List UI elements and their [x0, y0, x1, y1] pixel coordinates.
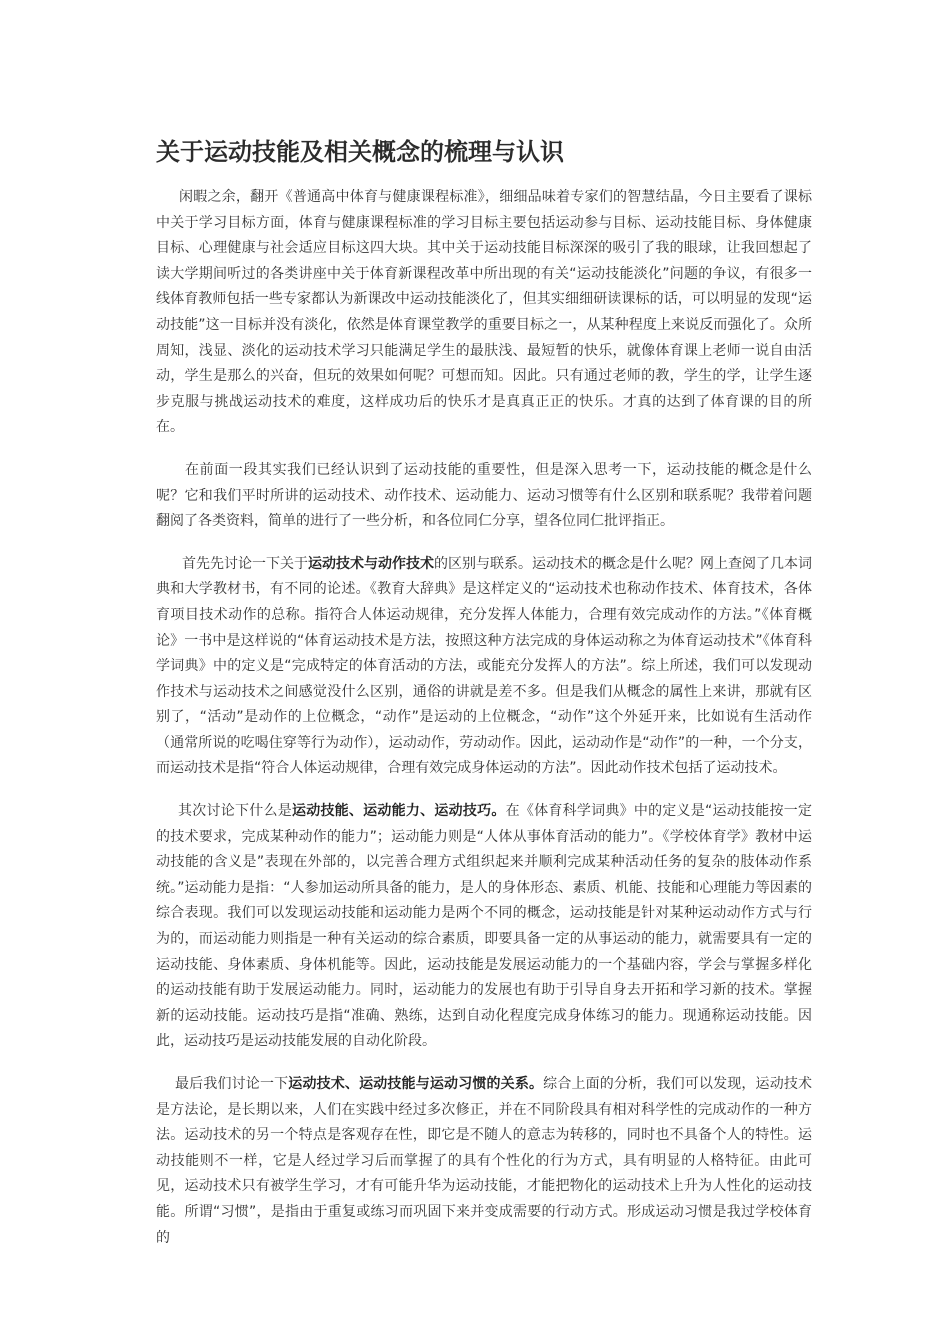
- paragraph-4-bold: 运动技能、运动能力、运动技巧。: [291, 803, 506, 820]
- paragraph-3: [156, 552, 812, 782]
- paragraph-3-lead: 首先先讨论一下关于: [182, 555, 308, 572]
- paragraph-1: 闲暇之余，翻开《普通高中体育与健康课程标准》，细细品味着专家们的智慧结晶，今日主要看了课标中关于学习目标方面，体育与健康课程标准的学习目标主要包括运动参与目标、运动技能目标、身体健康目标、心理健康与社会适应目标这四大块。其中关于运动技能目标深深的吸引了我的眼球，让我回想起了读大学期间听过的各类讲座中关于体育新课程改革中所出现的有关“运动技能淡化”问题的争议，有很多一线体育教师包括一些专家都认为新课改中运动技能淡化了，但其实细细研读课标的话，可以明显的发现“运动技能”这一目标并没有淡化，依然是体育课堂教学的重要目标之一，从某种程度上来说反而强化了。众所周知，浅显、淡化的运动技术学习只能满足学生的最肤浅、最短暂的快乐，就像体育课上老师一说自由活动，学生是那么的兴奋，但玩的效果如何呢？可想而知。因此。只有通过老师的教，学生的学，让学生逐步克服与挑战运动技术的难度，这样成功后的快乐才是真真正正的快乐。才真的达到了体育课的目的所在。: [156, 189, 812, 436]
- paragraph-5-bold: 运动技术、运动技能与运动习惯的关系。: [288, 1076, 544, 1092]
- paragraph-5-lead: 最后我们讨论一下: [175, 1076, 289, 1092]
- paragraph-3-body: 的区别与联系。运动技术的概念是什么呢？网上查阅了几本词典和大学教材书，有不同的论述。《教育大辞典》是这样定义的“运动技术也称动作技术、体育技术，各体育项目技术动作的总称。指符合人体运动规律，充分发挥人体能力，合理有效完成动作的方法。”《体育概论》一书中是这样说的“体育运动技术是方法，按照这种方法完成的身体运动称之为体育运动技术”《体育科学词典》中的定义是“完成特定的体育活动的方法，或能充分发挥人的方法”。综上所述，我们可以发现动作技术与运动技术之间感觉没什么区别，通俗的讲就是差不多。但是我们从概念的属性上来讲，那就有区别了，“活动”是动作的上位概念，“动作”是运动的上位概念，“动作”这个外延开来，比如说有生活动作（通常所说的吃喝住穿等行为动作），运动动作，劳动动作。因此，运动动作是“动作”的一种，一个分支，而运动技术是指“符合人体运动规律，合理有效完成身体运动的方法”。因此动作技术包括了运动技术。: [156, 555, 812, 777]
- document-page: [156, 135, 812, 1268]
- paragraph-3-bold: 运动技术与动作技术: [308, 555, 434, 572]
- paragraph-5: [156, 1072, 812, 1251]
- paragraph-4: [156, 799, 812, 1055]
- paragraph-5-body: 综合上面的分析，我们可以发现，运动技术是方法论，是长期以来，人们在实践中经过多次修正，并在不同阶段具有相对科学性的完成动作的一种方法。运动技术的另一个特点是客观存在性，即它是不随人的意志为转移的，同时也不具备个人的特性。运动技能则不一样，它是人经过学习后而掌握了的具有个性化的行为方式，具有明显的人格特征。由此可见，运动技术只有被学生学习，才有可能升华为运动技能，才能把物化的运动技术上升为人性化的运动技能。所谓“习惯”，是指由于重复或练习而巩固下来并变成需要的行动方式。形成运动习惯是我过学校体育的: [156, 1076, 813, 1246]
- paragraph-4-body: 在《体育科学词典》中的定义是“运动技能按一定的技术要求，完成某种动作的能力”；运动能力则是“人体从事体育活动的能力”。《学校体育学》教材中运动技能的含义是”表现在外部的，以完善合理方式组织起来并顺利完成某种活动任务的复杂的肢体动作系统。”运动能力是指：“人参加运动所具备的能力，是人的身体形态、素质、机能、技能和心理能力等因素的综合表现。我们可以发现运动技能和运动能力是两个不同的概念，运动技能是针对某种运动动作方式与行为的，而运动能力则指是一种有关运动的综合素质，即要具备一定的从事运动的能力，就需要具有一定的运动技能、身体素质、身体机能等。因此，运动技能是发展运动能力的一个基础内容，学会与掌握多样化的运动技能有助于发展运动能力。同时，运动能力的发展也有助于引导自身去开拓和学习新的技术。掌握新的运动技能。运动技巧是指“准确、熟练，达到自动化程度完成身体练习的能力。现通称运动技能。因此，运动技巧是运动技能发展的自动化阶段。: [156, 803, 812, 1050]
- paragraph-2: 在前面一段其实我们已经认识到了运动技能的重要性，但是深入思考一下，运动技能的概念是什么呢？它和我们平时所讲的运动技术、动作技术、运动能力、运动习惯等有什么区别和联系呢？我带着问题翻阅了各类资料，简单的进行了一些分析，和各位同仁分享，望各位同仁批评指正。: [156, 461, 812, 530]
- paragraph-4-lead: 其次讨论下什么是: [178, 803, 292, 820]
- document-title: 关于运动技能及相关概念的梳理与认识: [156, 138, 564, 166]
